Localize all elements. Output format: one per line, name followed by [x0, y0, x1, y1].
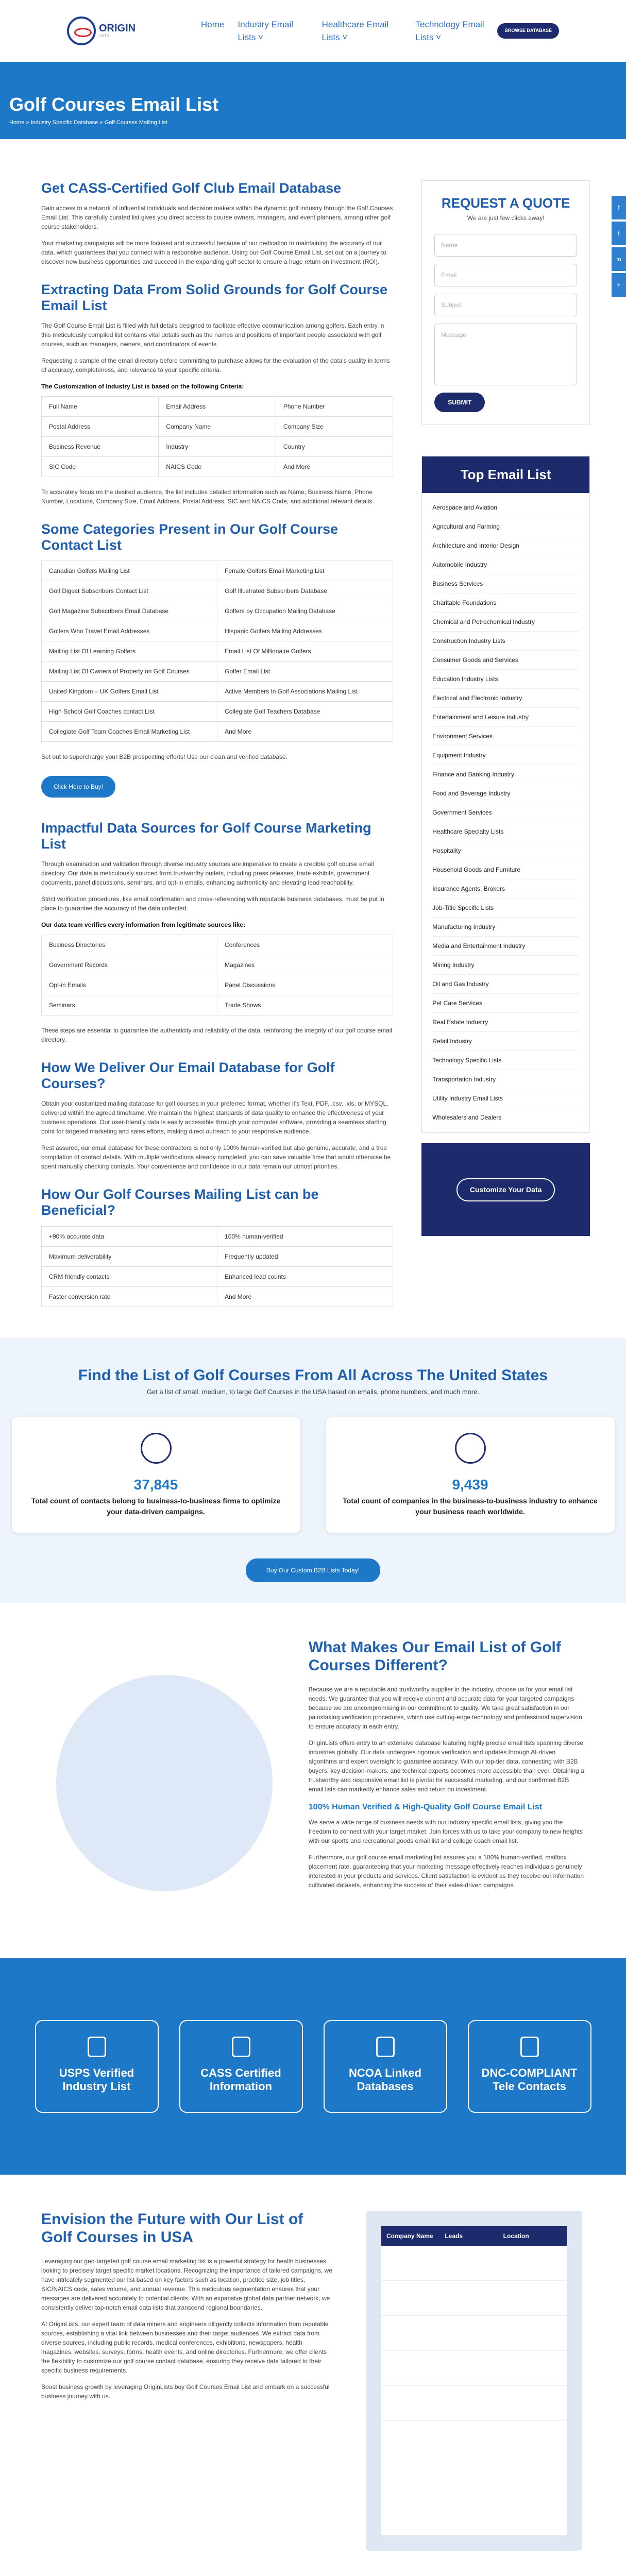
toplist-item[interactable]: Charitable Foundations	[432, 594, 579, 613]
table-row	[42, 662, 393, 682]
find-heading: Find the List of Golf Courses From All Across The United States	[78, 1366, 548, 1384]
table-cell: Maximum deliverability	[42, 1246, 217, 1266]
sidebar	[421, 139, 590, 1317]
table-cell: Company Name	[159, 417, 276, 437]
toplist-item[interactable]: Automobile Industry	[432, 555, 579, 574]
toplist-item[interactable]: Technology Specific Lists	[432, 1051, 579, 1070]
toplist-item[interactable]: Utility Industry Email Lists	[432, 1089, 579, 1108]
badge-ncoa	[324, 2020, 447, 2113]
buy-button[interactable]: Click Here to Buy!	[41, 776, 115, 798]
future-text	[41, 2211, 335, 2551]
table-row	[42, 722, 393, 742]
toplist-title: Top Email List	[422, 456, 589, 493]
page-title: Golf Courses Email List	[9, 94, 219, 115]
name-field[interactable]: Name	[434, 234, 577, 257]
categories-heading: Some Categories Present in Our Golf Course Contact List	[41, 521, 339, 553]
deliver-heading: How We Deliver Our Email Database for Golf Courses?	[41, 1060, 335, 1092]
table-cell: 100% human-verified	[217, 1226, 393, 1246]
table-cell: CRM friendly contacts	[42, 1266, 217, 1286]
logo-sub: LISTS	[99, 33, 109, 38]
toplist-item[interactable]: Household Goods and Furniture	[432, 860, 579, 879]
table-cell: Panel Discussions	[217, 975, 393, 995]
toplist-item[interactable]: Pet Care Services	[432, 994, 579, 1013]
table-cell: Golf Digest Subscribers Contact List	[42, 581, 217, 601]
badge-label: USPS Verified Industry List	[59, 2066, 134, 2093]
sources-p3: These steps are essential to guarantee the authenticity and reliability of the data, reinforcing the integrity of our golf course email directory.	[41, 1027, 393, 1044]
table-cell: And More	[217, 722, 393, 742]
table-row	[381, 2351, 567, 2386]
nav-technology[interactable]: Technology Email Lists ˅	[415, 19, 484, 42]
contacts-icon	[141, 1433, 172, 1464]
table-cell: Mailing List Of Owners of Property on Golf Courses	[42, 662, 217, 682]
table-cell: SIC Code	[42, 457, 159, 477]
table-row	[42, 1226, 393, 1246]
extract-p2: Requesting a sample of the email directory before committing to purchase allows for the evaluation of the data's quality in terms of accuracy, completeness, and relevance to your specific criteria.	[41, 357, 390, 374]
column-header: Leads	[445, 2232, 463, 2240]
customize-banner	[421, 1143, 590, 1236]
toplist-item[interactable]: Insurance Agents, Brokers	[432, 879, 579, 899]
toplist-item[interactable]: Aerospace and Aviation	[432, 498, 579, 517]
future-p2: At OriginLists, our expert team of data miners and engineers diligently collects information from reputable sources, establishing a vital link between businesses and their target audiences. We extract data from diverse sources, including public records, medical conferences, exhibitions, newspapers, health magazines, websites, surveys, forms, health events, and online directories. Furthermore, we offer clients the flexibility to customize our golf course contact database, ensuring they receive data tailored to their specific business requirements.	[41, 2320, 329, 2375]
stat-card	[326, 1417, 615, 1533]
toplist-item[interactable]: Consumer Goods and Services	[432, 651, 579, 670]
main-nav	[201, 18, 497, 44]
beneficial-heading: How Our Golf Courses Mailing List can be Beneficial?	[41, 1187, 319, 1218]
table-row	[42, 1286, 393, 1307]
submit-button[interactable]: SUBMIT	[434, 393, 485, 412]
content-column	[41, 139, 393, 1317]
toplist-item[interactable]: Entertainment and Leisure Industry	[432, 708, 579, 727]
diff-p2: OriginLists offers entry to an extensive database featuring highly precise email lists spanning diverse industries globally. Our data undergoes rigorous verification and updates through AI-driven algorithms and expert oversight to guarantee accuracy. With our top-tier data, connecting with B2B buyers, key decision-makers, and technical experts becomes more accessible than ever. Obtaining a trustworthy and responsive email list is pivotal for successful marketing, and our confirmed B2B email lists can markedly enhance sales and return on investment.	[308, 1739, 584, 1793]
stat-card	[12, 1417, 300, 1533]
table-cell: Opt-in Emails	[42, 975, 217, 995]
find-sub: Get a list of small, medium, to large Golf Courses in the USA based on emails, phone numbers, and much more.	[146, 1387, 480, 1396]
table-row	[42, 621, 393, 641]
badge-label: NCOA Linked Databases	[349, 2066, 421, 2093]
toplist-item[interactable]: Government Services	[432, 803, 579, 822]
stats-row	[10, 1417, 616, 1533]
table-cell: Active Members In Golf Associations Mailing List	[217, 682, 393, 702]
stat-number: 9,439	[452, 1477, 488, 1493]
quote-title: REQUEST A QUOTE	[441, 195, 570, 211]
extract-p3: To accurately focus on the desired audience, the list includes detailed information such as Name, Business Name, Phone Number, Locations, Company Size, Email Address, Postal Address, SIC and NAICS Code, and additional relevant details.	[41, 488, 374, 505]
companies-icon	[455, 1433, 486, 1464]
table-cell: Golfer Email List	[217, 662, 393, 682]
table-cell: And More	[217, 1286, 393, 1307]
table-row	[42, 437, 393, 457]
badge-dnc	[468, 2020, 591, 2113]
toplist-item[interactable]: Electrical and Electronic Industry	[432, 689, 579, 708]
breadcrumb[interactable]: Home » Industry Specific Database » Golf Courses Mailing List	[9, 120, 167, 126]
twitter-icon[interactable]: t	[612, 222, 626, 245]
intro-p2: Your marketing campaigns will be more focused and successful because of our dedication to maintaining the accuracy of our data, which guarantees that you connect with a responsive audience. Using our Golf Course Email List, set out on a journey to discover new business opportunities and succeed in the expanding golf sector to ensure a huge return on investment (ROI).	[41, 240, 386, 266]
table-cell: Full Name	[42, 397, 159, 417]
future-section	[0, 2175, 626, 2551]
extract-heading: Extracting Data From Solid Grounds for Golf Course Email List	[41, 282, 388, 314]
table-cell: Hispanic Golfers Mailing Addresses	[217, 621, 393, 641]
toplist-item[interactable]: Chemical and Petrochemical Industry	[432, 613, 579, 632]
leads-table-header	[381, 2226, 567, 2246]
nav-healthcare[interactable]: Healthcare Email Lists ˅	[322, 19, 389, 42]
categories-p: Set out to supercharge your B2B prospecting efforts! Use our clean and verified database.	[41, 753, 288, 761]
table-row	[42, 1246, 393, 1266]
different-section	[0, 1603, 626, 1958]
table-cell: Industry	[159, 437, 276, 457]
table-row	[381, 2386, 567, 2421]
share-icon[interactable]: +	[612, 273, 626, 297]
table-row	[381, 2246, 567, 2281]
diff-heading: What Makes Our Email List of Golf Courses Different?	[308, 1639, 561, 1674]
badge-label: CASS Certified Information	[200, 2066, 281, 2093]
sources-heading: Impactful Data Sources for Golf Course Marketing List	[41, 820, 371, 852]
deliver-p2: Rest assured, our email database for these contractors is not only 100% human-verified but also genuine, accurate, and a true compilation of contact details. With multiple verifications already completed, you can save valuable time that would otherwise be spent manually checking contacts. Your convenience and confidence in our data remain our utmost priorities.	[41, 1144, 391, 1171]
table-cell: Canadian Golfers Mailing List	[42, 561, 217, 581]
toplist-item[interactable]: Finance and Banking Industry	[432, 765, 579, 784]
column-header: Location	[503, 2232, 529, 2240]
future-heading: Envision the Future with Our List of Golf Courses in USA	[41, 2211, 303, 2246]
email-field[interactable]: Email	[434, 264, 577, 286]
top-email-list	[421, 456, 590, 1133]
table-row	[381, 2316, 567, 2351]
table-cell: Golf Magazine Subscribers Email Database	[42, 601, 217, 621]
table-cell: Frequently updated	[217, 1246, 393, 1266]
toplist-item[interactable]: Business Services	[432, 574, 579, 594]
table-row	[42, 457, 393, 477]
table-cell: Magazines	[217, 955, 393, 975]
table-cell: Golf Illustrated Subscribers Database	[217, 581, 393, 601]
table-row	[42, 975, 393, 995]
toplist-item[interactable]: Education Industry Lists	[432, 670, 579, 689]
table-cell: Seminars	[42, 995, 217, 1015]
toplist-item[interactable]: Hospitality	[432, 841, 579, 860]
badge-cass	[179, 2020, 303, 2113]
table-cell: Collegiate Golf Team Coaches Email Marketing List	[42, 722, 217, 742]
table-cell: Trade Shows	[217, 995, 393, 1015]
table-row	[42, 581, 393, 601]
extract-p1: The Golf Course Email List is filled with full details designed to facilitate effective communication among golfers. Each entry in this meticulously compiled list contains vital details such as the names and positions of important people associated with golf courses, such as managers, owners, and coordinators of events.	[41, 322, 384, 348]
quote-form	[421, 180, 590, 425]
table-cell: Postal Address	[42, 417, 159, 437]
linkedin-icon[interactable]: in	[612, 247, 626, 271]
toplist-item[interactable]: Environment Services	[432, 727, 579, 746]
table-cell: Company Size	[276, 417, 393, 437]
table-row	[42, 561, 393, 581]
table-row	[42, 397, 393, 417]
shield-icon	[88, 2037, 106, 2057]
table-cell: Email List Of Millionaire Golfers	[217, 641, 393, 662]
message-field[interactable]: Message	[434, 324, 577, 385]
toplist-item[interactable]: Agricultural and Farming	[432, 517, 579, 536]
shield-icon	[232, 2037, 250, 2057]
table-cell: Email Address	[159, 397, 276, 417]
stat-label: Total count of companies in the business-to-business industry to enhance your business reach worldwide.	[343, 1497, 598, 1516]
table-row	[42, 417, 393, 437]
future-p3: Boost business growth by leveraging OriginLists buy Golf Courses Email List and embark on a successful business journey with us.	[41, 2383, 330, 2400]
buy-b2b-lists-button[interactable]: Buy Our Custom B2B Lists Today!	[246, 1558, 380, 1582]
badge-usps	[35, 2020, 159, 2113]
criteria-heading: The Customization of Industry List is based on the following Criteria:	[41, 383, 244, 391]
table-cell: +90% accurate data	[42, 1226, 217, 1246]
table-cell: And More	[276, 457, 393, 477]
logo[interactable]	[67, 16, 170, 45]
toplist-item[interactable]: Transportation Industry	[432, 1070, 579, 1089]
table-row	[42, 995, 393, 1015]
toplist-item[interactable]: Wholesalers and Dealers	[432, 1108, 579, 1127]
table-row	[42, 955, 393, 975]
table-cell: NAICS Code	[159, 457, 276, 477]
toplist-item[interactable]: Manufacturing Industry	[432, 918, 579, 937]
different-text	[309, 1639, 585, 1927]
badges-section	[0, 1958, 626, 2175]
table-cell: Faster conversion rate	[42, 1286, 217, 1307]
categories-table	[41, 561, 393, 742]
shield-icon	[376, 2037, 395, 2057]
toplist-item[interactable]: Construction Industry Lists	[432, 632, 579, 651]
table-cell: Enhanced lead counts	[217, 1266, 393, 1286]
criteria-table	[41, 396, 393, 477]
illustration-circle	[56, 1675, 273, 1891]
table-cell: High School Golf Coaches contact List	[42, 702, 217, 722]
table-cell: Phone Number	[276, 397, 393, 417]
diff-p3: We serve a wide range of business needs with our industry specific email lists, giving you the freedom to connect with your target market. Join forces with us to take your company to new heights with our sports and recreational goods email list and college coach email list.	[308, 1819, 583, 1845]
table-row	[42, 702, 393, 722]
sources-p1: Through examination and validation through diverse industry sources are imperative to create a credible golf course email directory. Our data is meticulously sourced from trustworthy outlets, including press releases, trade exhibits, government documents, panel discussions, seminars, and opt-in emails, enhancing authenticity and elevating lead reachability.	[41, 860, 374, 887]
stat-label: Total count of contacts belong to business-to-business firms to optimize your data-driven campaigns.	[31, 1497, 281, 1516]
table-row	[42, 682, 393, 702]
table-row	[42, 1266, 393, 1286]
table-cell: Conferences	[217, 935, 393, 955]
table-cell: Female Golfers Email Marketing List	[217, 561, 393, 581]
table-row	[42, 601, 393, 621]
facebook-icon[interactable]: f	[612, 196, 626, 219]
site-header	[0, 0, 626, 62]
diff-subheading: 100% Human Verified & High-Quality Golf Course Email List	[308, 1803, 543, 1812]
diff-p1: Because we are a reputable and trustworthy supplier in the industry, choose us for your email list needs. We guarantee that you will receive current and accurate data for your targeted campaigns because we are uncompromising in our commitment to quality. We take great satisfaction in our painstaking verification procedures, which use cutting-edge technology and professional supervision to ensure accuracy in each entry.	[308, 1686, 582, 1731]
toplist-item[interactable]: Oil and Gas Industry	[432, 975, 579, 994]
customize-button[interactable]: Customize Your Data	[456, 1178, 555, 1201]
badge-label: DNC-COMPLIANT Tele Contacts	[481, 2066, 578, 2093]
quote-subtitle: We are just few clicks away!	[467, 214, 545, 222]
golf-illustration	[41, 1639, 288, 1927]
toplist-item[interactable]: Architecture and Interior Design	[432, 536, 579, 555]
hero-banner	[0, 62, 626, 139]
logo-icon	[67, 16, 96, 45]
toplist-item[interactable]: Equipment Industry	[432, 746, 579, 765]
deliver-p1: Obtain your customized mailing database for golf courses in your preferred format, whether it's Text, PDF, .csv, .xls, or MYSQL, delivered within the agreed timeframe. We maintain the highest standards of data quality to enhance the effectiveness of your business operations. Our user-friendly data is easily accessible through your computer software, providing a seamless starting point for targeted marketing and sales efforts, making direct outreach to your responsive audience.	[41, 1100, 388, 1136]
shield-icon	[520, 2037, 539, 2057]
browse-database-button[interactable]: BROWSE DATABASE	[497, 23, 559, 39]
toplist-item[interactable]: Media and Entertainment Industry	[432, 937, 579, 956]
table-cell: Country	[276, 437, 393, 457]
toplist-item[interactable]: Real Estate Industry	[432, 1013, 579, 1032]
toplist-item[interactable]: Healthcare Specialty Lists	[432, 822, 579, 841]
diff-p4: Furthermore, our golf course email marketing list assures you a 100% human-verified, mailbox placement rate, guaranteeing that your marketing message effectively reaches individuals genuinely interested in your products and services. Client satisfaction is evident as they receive our information cultivated datasets, enhancing the success of their sales-driven campaigns.	[308, 1854, 584, 1889]
table-cell: Business Directories	[42, 935, 217, 955]
toplist-item[interactable]: Job-Title Specific Lists	[432, 899, 579, 918]
beneficial-table	[41, 1226, 393, 1307]
leads-table	[381, 2226, 567, 2535]
column-header: Company Name	[386, 2232, 433, 2240]
logo-text: ORIGIN	[99, 22, 136, 34]
table-cell: Golfers by Occupation Mailing Database	[217, 601, 393, 621]
future-p1: Leveraging our geo-targeted golf course email marketing list is a powerful strategy for health businesses looking to precisely target specific market locations. Recognizing the importance of tailored campaigns, we have intricately segmented our list based on key factors such as location, practice size, job titles, SIC/NAICS code, sales volume, and annual revenue. This meticulous segmentation ensures that your messages are delivered accurately to potential clients. With an expansive global data partner network, we consistently deliver top-notch email data lists that transcend regional boundaries.	[41, 2258, 332, 2312]
table-cell: Golfers Who Travel Email Addresses	[42, 621, 217, 641]
table-cell: Government Records	[42, 955, 217, 975]
table-row	[42, 641, 393, 662]
intro-heading: Get CASS-Certified Golf Club Email Database	[41, 180, 342, 196]
leads-table-illustration	[366, 2211, 582, 2551]
subject-field[interactable]: Subject	[434, 294, 577, 316]
table-cell: United Kingdom – UK Golfers Email List	[42, 682, 217, 702]
find-section	[0, 1338, 626, 1603]
stat-number: 37,845	[133, 1477, 178, 1493]
toplist-items	[422, 493, 589, 1132]
toplist-item[interactable]: Mining Industry	[432, 956, 579, 975]
table-row	[42, 935, 393, 955]
sources-table	[41, 935, 393, 1015]
nav-home[interactable]: Home	[201, 19, 225, 29]
toplist-item[interactable]: Food and Beverage Industry	[432, 784, 579, 803]
nav-industry[interactable]: Industry Email Lists ˅	[238, 19, 294, 42]
sources-subheading: Our data team verifies every information from legitimate sources like:	[41, 921, 246, 929]
intro-p1: Gain access to a network of influential individuals and decision makers within the dynamic golf industry through the Golf Courses Email List. This carefully curated list gives you direct access to course owners, managers, and event planners, among other golf course stakeholders.	[41, 205, 393, 231]
sources-p2: Strict verification procedures, like email confirmation and cross-referencing with reputable business databases, must be put in place to guarantee the accuracy of the data collected.	[41, 895, 384, 912]
main-section	[0, 139, 626, 1317]
table-cell: Mailing List Of Learning Golfers	[42, 641, 217, 662]
table-cell: Collegiate Golf Teachers Database	[217, 702, 393, 722]
table-row	[381, 2281, 567, 2316]
table-cell: Business Revenue	[42, 437, 159, 457]
toplist-item[interactable]: Retail Industry	[432, 1032, 579, 1051]
